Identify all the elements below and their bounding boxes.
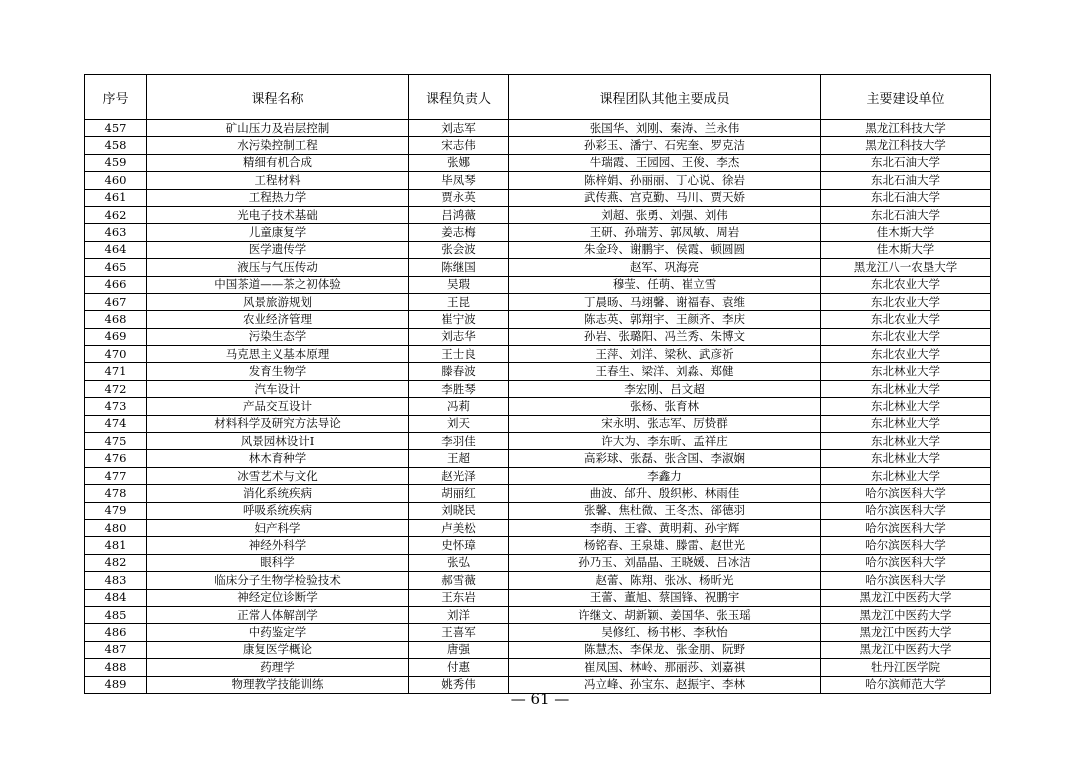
cell-course-name: 中药鉴定学 (147, 624, 409, 641)
table-row (85, 259, 991, 276)
cell-course-lead: 胡丽红 (409, 485, 509, 502)
table-row (85, 293, 991, 310)
cell-institution: 东北林业大学 (821, 467, 991, 484)
cell-course-lead: 王喜军 (409, 624, 509, 641)
cell-index: 482 (85, 554, 147, 571)
table-row (85, 502, 991, 519)
cell-team-members: 陈志英、郭翔宇、王颜齐、李庆 (509, 311, 821, 328)
cell-team-members: 陈梓娟、孙丽丽、丁心说、徐岩 (509, 172, 821, 189)
cell-course-name: 妇产科学 (147, 519, 409, 536)
cell-team-members: 刘超、张勇、刘强、刘伟 (509, 206, 821, 223)
cell-index: 460 (85, 172, 147, 189)
cell-course-name: 农业经济管理 (147, 311, 409, 328)
cell-institution: 东北石油大学 (821, 172, 991, 189)
cell-course-lead: 王超 (409, 450, 509, 467)
cell-team-members: 李萌、王睿、黄明莉、孙宇辉 (509, 519, 821, 536)
cell-course-name: 眼科学 (147, 554, 409, 571)
cell-course-lead: 李胜琴 (409, 380, 509, 397)
table-row (85, 311, 991, 328)
cell-index: 458 (85, 137, 147, 154)
table-row (85, 415, 991, 432)
cell-institution: 哈尔滨师范大学 (821, 676, 991, 693)
table-row (85, 346, 991, 363)
cell-institution: 东北农业大学 (821, 311, 991, 328)
cell-institution: 东北农业大学 (821, 293, 991, 310)
cell-index: 484 (85, 589, 147, 606)
cell-team-members: 曲波、邰升、殷织彬、林雨佳 (509, 485, 821, 502)
cell-team-members: 吴修红、杨书彬、李秋怡 (509, 624, 821, 641)
cell-institution: 东北农业大学 (821, 328, 991, 345)
cell-institution: 黑龙江八一农垦大学 (821, 259, 991, 276)
cell-index: 469 (85, 328, 147, 345)
cell-course-lead: 陈继国 (409, 259, 509, 276)
cell-course-name: 林木育种学 (147, 450, 409, 467)
cell-index: 467 (85, 293, 147, 310)
cell-team-members: 王研、孙瑞芳、郭凤敏、周岩 (509, 224, 821, 241)
cell-institution: 东北石油大学 (821, 206, 991, 223)
header-institution: 主要建设单位 (821, 75, 991, 120)
cell-course-lead: 刘晓民 (409, 502, 509, 519)
cell-course-lead: 刘志华 (409, 328, 509, 345)
cell-course-lead: 张娜 (409, 154, 509, 171)
cell-institution: 黑龙江中医药大学 (821, 606, 991, 623)
cell-institution: 东北林业大学 (821, 380, 991, 397)
cell-course-lead: 郝雪薇 (409, 572, 509, 589)
cell-team-members: 张馨、焦杜微、王冬杰、郤德羽 (509, 502, 821, 519)
cell-team-members: 孙岩、张璐阳、冯兰秀、朱博文 (509, 328, 821, 345)
cell-course-name: 康复医学概论 (147, 641, 409, 658)
cell-team-members: 穆莹、任萌、崔立雪 (509, 276, 821, 293)
cell-index: 487 (85, 641, 147, 658)
table-row (85, 433, 991, 450)
cell-index: 462 (85, 206, 147, 223)
cell-course-lead: 赵光泽 (409, 467, 509, 484)
table-row (85, 154, 991, 171)
cell-course-lead: 史怀璋 (409, 537, 509, 554)
cell-course-name: 冰雪艺术与文化 (147, 467, 409, 484)
course-table (84, 74, 991, 694)
cell-course-name: 材料科学及研究方法导论 (147, 415, 409, 432)
cell-team-members: 高彩球、张磊、张含国、李淑娴 (509, 450, 821, 467)
cell-course-lead: 唐强 (409, 641, 509, 658)
cell-course-name: 呼吸系统疾病 (147, 502, 409, 519)
cell-course-lead: 吕鸿薇 (409, 206, 509, 223)
table-row (85, 172, 991, 189)
cell-index: 461 (85, 189, 147, 206)
header-index: 序号 (85, 75, 147, 120)
cell-course-lead: 王昆 (409, 293, 509, 310)
cell-course-name: 风景旅游规划 (147, 293, 409, 310)
table-row (85, 467, 991, 484)
cell-institution: 黑龙江中医药大学 (821, 624, 991, 641)
cell-course-lead: 刘天 (409, 415, 509, 432)
cell-institution: 哈尔滨医科大学 (821, 572, 991, 589)
cell-institution: 东北林业大学 (821, 450, 991, 467)
cell-course-name: 光电子技术基础 (147, 206, 409, 223)
table-row (85, 606, 991, 623)
cell-course-name: 水污染控制工程 (147, 137, 409, 154)
table-row (85, 241, 991, 258)
table-row (85, 554, 991, 571)
cell-team-members: 张杨、张育林 (509, 398, 821, 415)
cell-course-lead: 卢美松 (409, 519, 509, 536)
cell-course-name: 消化系统疾病 (147, 485, 409, 502)
cell-institution: 东北林业大学 (821, 398, 991, 415)
cell-course-lead: 姜志梅 (409, 224, 509, 241)
cell-index: 474 (85, 415, 147, 432)
cell-institution: 东北石油大学 (821, 154, 991, 171)
cell-course-name: 药理学 (147, 659, 409, 676)
cell-index: 465 (85, 259, 147, 276)
cell-course-lead: 刘洋 (409, 606, 509, 623)
cell-course-name: 医学遗传学 (147, 241, 409, 258)
cell-index: 473 (85, 398, 147, 415)
cell-index: 489 (85, 676, 147, 693)
cell-course-lead: 姚秀伟 (409, 676, 509, 693)
cell-institution: 东北农业大学 (821, 346, 991, 363)
cell-institution: 东北林业大学 (821, 415, 991, 432)
header-team-members: 课程团队其他主要成员 (509, 75, 821, 120)
table-row (85, 328, 991, 345)
cell-course-lead: 滕春波 (409, 363, 509, 380)
cell-institution: 黑龙江中医药大学 (821, 641, 991, 658)
cell-team-members: 张国华、刘刚、秦涛、兰永伟 (509, 120, 821, 137)
cell-index: 479 (85, 502, 147, 519)
cell-course-name: 发育生物学 (147, 363, 409, 380)
cell-index: 466 (85, 276, 147, 293)
cell-index: 471 (85, 363, 147, 380)
cell-course-lead: 张弘 (409, 554, 509, 571)
cell-team-members: 武传燕、宫克勤、马川、贾天娇 (509, 189, 821, 206)
cell-course-lead: 贾永英 (409, 189, 509, 206)
table-row (85, 398, 991, 415)
cell-institution: 哈尔滨医科大学 (821, 554, 991, 571)
cell-course-lead: 崔宁波 (409, 311, 509, 328)
cell-index: 488 (85, 659, 147, 676)
cell-institution: 黑龙江中医药大学 (821, 589, 991, 606)
cell-team-members: 李鑫力 (509, 467, 821, 484)
cell-team-members: 王萍、刘洋、梁秋、武彦祈 (509, 346, 821, 363)
cell-course-name: 儿童康复学 (147, 224, 409, 241)
header-course-name: 课程名称 (147, 75, 409, 120)
table-row (85, 276, 991, 293)
cell-course-name: 产品交互设计 (147, 398, 409, 415)
cell-course-name: 汽车设计 (147, 380, 409, 397)
cell-course-name: 神经外科学 (147, 537, 409, 554)
cell-course-lead: 李羽佳 (409, 433, 509, 450)
cell-index: 457 (85, 120, 147, 137)
cell-institution: 黑龙江科技大学 (821, 120, 991, 137)
table-row (85, 659, 991, 676)
table-row (85, 589, 991, 606)
cell-index: 486 (85, 624, 147, 641)
table-row (85, 624, 991, 641)
table-row (85, 224, 991, 241)
cell-index: 480 (85, 519, 147, 536)
cell-course-lead: 王士良 (409, 346, 509, 363)
cell-team-members: 孙彩玉、潘宁、石宪奎、罗克洁 (509, 137, 821, 154)
cell-index: 472 (85, 380, 147, 397)
cell-team-members: 冯立峰、孙宝东、赵振宇、李林 (509, 676, 821, 693)
cell-course-name: 正常人体解剖学 (147, 606, 409, 623)
cell-institution: 东北林业大学 (821, 363, 991, 380)
table-row (85, 189, 991, 206)
cell-course-lead: 张会波 (409, 241, 509, 258)
cell-index: 470 (85, 346, 147, 363)
table-header-row (85, 75, 991, 120)
table-row (85, 206, 991, 223)
page-number: — 61 — (510, 690, 570, 708)
cell-institution: 哈尔滨医科大学 (821, 502, 991, 519)
cell-team-members: 杨铭春、王泉雄、滕雷、赵世光 (509, 537, 821, 554)
cell-team-members: 赵蕾、陈翔、张冰、杨昕光 (509, 572, 821, 589)
cell-institution: 东北林业大学 (821, 433, 991, 450)
table-row (85, 450, 991, 467)
cell-index: 476 (85, 450, 147, 467)
cell-index: 481 (85, 537, 147, 554)
table-row (85, 572, 991, 589)
table-row (85, 537, 991, 554)
table-row (85, 641, 991, 658)
cell-index: 478 (85, 485, 147, 502)
cell-index: 463 (85, 224, 147, 241)
cell-index: 485 (85, 606, 147, 623)
cell-team-members: 赵军、巩海亮 (509, 259, 821, 276)
cell-institution: 哈尔滨医科大学 (821, 485, 991, 502)
cell-course-name: 工程材料 (147, 172, 409, 189)
cell-team-members: 王春生、梁洋、刘淼、郑健 (509, 363, 821, 380)
cell-team-members: 陈慧杰、李保龙、张金朋、阮野 (509, 641, 821, 658)
cell-course-name: 污染生态学 (147, 328, 409, 345)
cell-institution: 牡丹江医学院 (821, 659, 991, 676)
cell-team-members: 宋永明、张志军、厉贽群 (509, 415, 821, 432)
cell-course-name: 马克思主义基本原理 (147, 346, 409, 363)
cell-team-members: 丁晨旸、马翊馨、谢福春、袁维 (509, 293, 821, 310)
cell-institution: 哈尔滨医科大学 (821, 537, 991, 554)
cell-team-members: 许继文、胡新颖、姜国华、张玉瑶 (509, 606, 821, 623)
cell-course-name: 工程热力学 (147, 189, 409, 206)
cell-course-name: 神经定位诊断学 (147, 589, 409, 606)
cell-team-members: 牛瑞霞、王园园、王俊、李杰 (509, 154, 821, 171)
cell-institution: 东北石油大学 (821, 189, 991, 206)
table-row (85, 485, 991, 502)
cell-course-name: 临床分子生物学检验技术 (147, 572, 409, 589)
cell-index: 475 (85, 433, 147, 450)
cell-course-lead: 毕凤琴 (409, 172, 509, 189)
cell-index: 477 (85, 467, 147, 484)
cell-course-lead: 付惠 (409, 659, 509, 676)
cell-course-lead: 冯莉 (409, 398, 509, 415)
table-row (85, 137, 991, 154)
cell-course-lead: 刘志军 (409, 120, 509, 137)
cell-team-members: 孙乃玉、刘晶晶、王晓媛、吕冰洁 (509, 554, 821, 571)
cell-institution: 黑龙江科技大学 (821, 137, 991, 154)
header-course-lead: 课程负责人 (409, 75, 509, 120)
cell-team-members: 朱金玲、谢鹏宇、侯霞、顿圆圆 (509, 241, 821, 258)
table-row (85, 363, 991, 380)
cell-index: 468 (85, 311, 147, 328)
table-body (85, 120, 991, 694)
cell-course-name: 风景园林设计Ⅰ (147, 433, 409, 450)
cell-course-name: 中国茶道——茶之初体验 (147, 276, 409, 293)
cell-index: 483 (85, 572, 147, 589)
cell-team-members: 许大为、李东昕、孟祥庄 (509, 433, 821, 450)
table-row (85, 380, 991, 397)
cell-institution: 佳木斯大学 (821, 241, 991, 258)
cell-course-name: 液压与气压传动 (147, 259, 409, 276)
cell-team-members: 李宏刚、吕文超 (509, 380, 821, 397)
cell-index: 459 (85, 154, 147, 171)
cell-course-lead: 王东岩 (409, 589, 509, 606)
cell-course-name: 矿山压力及岩层控制 (147, 120, 409, 137)
table-row (85, 519, 991, 536)
cell-team-members: 崔凤国、林岭、那丽莎、刘嘉祺 (509, 659, 821, 676)
cell-institution: 东北农业大学 (821, 276, 991, 293)
table-row (85, 120, 991, 137)
cell-course-name: 物理教学技能训练 (147, 676, 409, 693)
cell-institution: 佳木斯大学 (821, 224, 991, 241)
cell-course-name: 精细有机合成 (147, 154, 409, 171)
cell-course-lead: 吴瑕 (409, 276, 509, 293)
cell-institution: 哈尔滨医科大学 (821, 519, 991, 536)
cell-index: 464 (85, 241, 147, 258)
cell-course-lead: 宋志伟 (409, 137, 509, 154)
cell-team-members: 王蕾、董旭、蔡国锋、祝鹏宇 (509, 589, 821, 606)
